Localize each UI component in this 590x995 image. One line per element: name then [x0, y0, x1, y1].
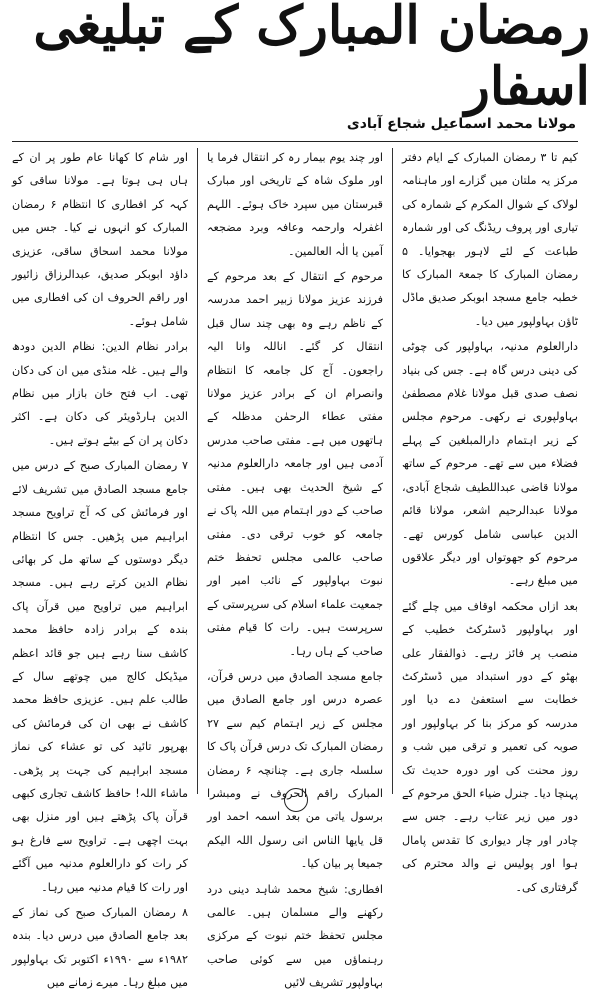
paragraph: ۸ رمضان المبارک صبح کی نماز کے بعد جامع الصادق میں درس دیا۔ بندہ ۱۹۸۲ء سے ۱۹۹۰ء اکتوبر تک بہاولپور میں مبلغ رہا۔ میرے زمانے میں: [12, 906, 188, 990]
author-byline: مولانا محمد اسماعیل شجاع آبادی: [346, 116, 576, 132]
column-divider: [197, 148, 198, 794]
paragraph: ۷ رمضان المبارک صبح کے درس میں جامع مسجد الصادق میں تشریف لائے اور فرمائش کی کہ آج تراویح مسجد ابراہیم میں پڑھیں۔ جس کا انتظام دیگر دوستوں کے ساتھ مل کر بھائی نظام الدین کرتے رہے ہیں۔ مسجد ابراہیم میں تراویح میں قرآن پاک بندہ کے برادر زادہ حافظ محمد کاشف سنا رہے ہیں جو قائد اعظم میڈیکل کالج میں چوتھے سال کے طالب علم ہیں۔ عزیزی حافظ محمد کاشف نے بھی ان کی فرمائش کی بھرپور تائید کی تو عشاء کی نماز مسجد ابراہیم کی جہت پر پڑھی۔ ماشاء اللہ! حافظ کاشف تجاری کبھی قرآن پاک پڑھتے ہیں اور منزل بھی بہت اچھی ہے۔ تراویح سے فارغ ہو کر رات کو دارالعلوم مدنیہ میں آگئے اور رات کا قیام مدنیہ میں رہا۔: [12, 459, 188, 894]
paragraph: اور چند یوم بیمار رہ کر انتقال فرما یا اور ملوک شاہ کے تاریخی اور مبارک قبرستان میں سپرد خاک ہوئے۔ اللہم اغفرلہ وارحمہ وعافہ وبرد مضجعہ آمین یا الٰہ العالمین۔: [207, 151, 383, 258]
column-middle: [207, 146, 383, 990]
paragraph: دارالعلوم مدنیہ، بہاولپور کی چوٹی کی دینی درس گاہ ہے۔ جس کی بنیاد نصف صدی قبل مولانا غلام مصطفیٰ بہاولپوری نے رکھی۔ مرحوم مجلس کے زیر اہتمام دارالمبلغین کے پہلے فضلاء میں سے تھے۔ مرحوم کے ساتھ مولانا قاضی عبداللطیف شجاع آبادی، مولانا عبدالرحیم اشعر، مولانا قائم الدین عباسی شامل کورس تھے۔ مرحوم کو جھوتواں اور دیگر علاقوں میں مبلغ رہے۔: [402, 340, 578, 588]
column-left: [12, 146, 188, 990]
article-title: رمضان المبارک کے تبلیغی اسفار: [33, 0, 590, 117]
paragraph: کیم تا ۳ رمضان المبارک کے ایام دفتر مرکز یہ ملتان میں گزارے اور ماہنامہ لولاک کے شوال المکرم کے شمارہ کی تیاری اور پروف ریڈنگ کی اور شمارہ طباعت کے لئے لاہور بھجوایا۔ ۵ رمضان المبارک کا جمعۃ المبارک کا خطبہ جامع مسجد ابوبکر صدیق ماڈل ٹاؤن بہاولپور میں دیا۔: [402, 151, 578, 328]
page-number-circle: [284, 788, 308, 812]
paragraph: بعد ازاں محکمہ اوقاف میں چلے گئے اور بہاولپور ڈسٹرکٹ خطیب کے منصب پر فائز رہے۔ ذوالفقار علی بھٹو کے دور استبداد میں ڈسٹرکٹ خطابت سے استعفیٰ دے دیا اور مدرسہ کو مرکز بنا کر بہاولپور اور صوبہ کی تعمیر و ترقی میں شب و روز محنت کی اور دورہ حدیث تک پہنچا دیا۔ جنرل ضیاء الحق مرحوم کے دور میں زیر عتاب رہے۔ جس سے چادر اور چار دیواری کا تقدس پامال ہوا اور پولیس نے والد محترم کی گرفتاری کی۔: [402, 599, 578, 894]
paragraph: مرحوم کے انتقال کے بعد مرحوم کے فرزند عزیز مولانا زبیر احمد مدرسہ کے ناظم رہے وہ بھی چند سال قبل انتقال کر گئے۔ اناللہ وانا الیہ راجعون۔ آج کل جامعہ کا انتظام وانصرام ان کے برادر عزیز مولانا مفتی عطاء الرحمٰن مدظلہ کے ہاتھوں میں ہے۔ مفتی صاحب مدرس آدمی ہیں اور جامعہ دارالعلوم مدنیہ کے شیخ الحدیث بھی ہیں۔ مفتی صاحب کے دور اہتمام میں اللہ پاک نے جامعہ کو خوب ترقی دی۔ مفتی صاحب عالمی مجلس تحفظ ختم نبوت بہاولپور کے نائب امیر اور جمعیت علماء اسلام کی سرپرستی کے سرپرست ہیں۔ رات کا قیام مفتی صاحب کے ہاں رہا۔: [207, 270, 383, 658]
article-body: [12, 146, 578, 990]
title-divider: [12, 141, 578, 142]
paragraph: جامع مسجد الصادق میں درس قرآن، عصرہ درس اور جامع الصادق میں مجلس کے زیر اہتمام کیم سے ۲۷ رمضان المبارک تک درس قرآن پاک کا سلسلہ جاری ہے۔ چنانچہ ۶ رمضان المبارک راقم الحروف نے ومبشرا برسول یاتی من بعد اسمہ احمد اور قل یایھا الناس انی رسول اللہ الیکم جمیعا پر بیان کیا۔: [207, 669, 383, 871]
paragraph: اور شام کا کھانا عام طور پر ان کے ہاں ہی ہوتا ہے۔ مولانا ساقی کو کہہ کر افطاری کا انتظام ۶ رمضان المبارک کو انہوں نے کیا۔ جس میں مولانا محمد اسحاق ساقی، عزیزی داؤد ابوبکر صدیق، عبدالرزاق زائیور اور راقم الحروف ان کی افطاری میں شامل ہوئے۔: [12, 151, 188, 328]
column-divider: [392, 148, 393, 794]
paragraph: برادر نظام الدین: نظام الدین دودھ والے ہیں۔ غلہ منڈی میں ان کی دکان تھی۔ اب فتح خان بازار میں نظام الدین ہارڈویئر کی دکان ہے۔ اکثر دکان پر ان کے بیٹے ہوتے ہیں۔: [12, 340, 188, 447]
paragraph: افطاری: شیخ محمد شاہد دینی درد رکھنے والے مسلمان ہیں۔ عالمی مجلس تحفظ ختم نبوت کے مرکزی رہنماؤں میں سے کوئی صاحب بہاولپور تشریف لائیں: [207, 882, 383, 990]
column-right: [402, 146, 578, 894]
